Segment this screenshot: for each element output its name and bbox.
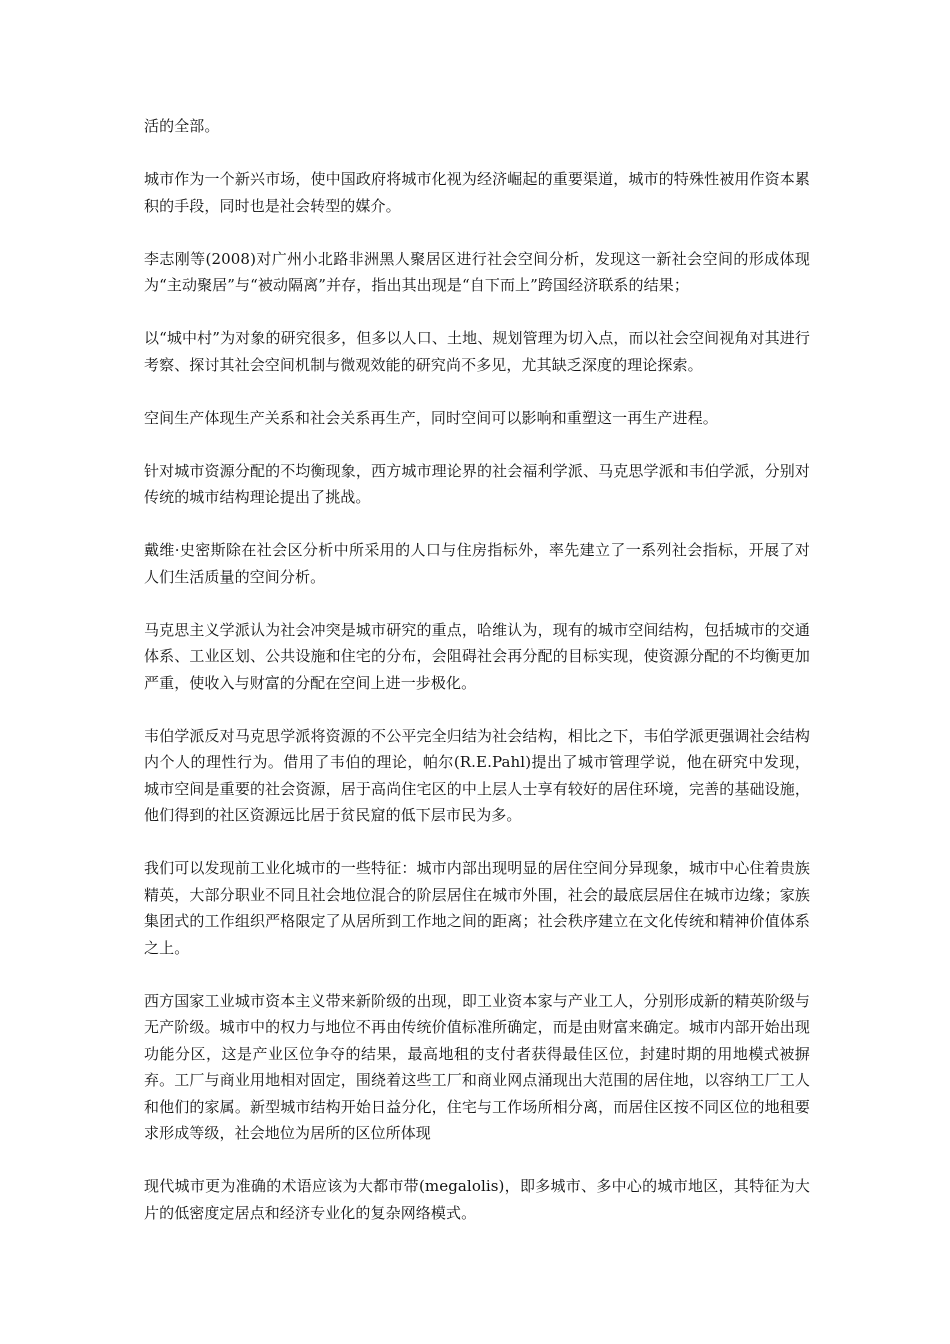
paragraph-1: 活的全部。: [144, 117, 220, 135]
paragraph-12: 现代城市更为准确的术语应该为大都市带(megalolis)，即多城市、多中心的城市地区，其特征为大片的低密度定居点和经济专业化的复杂网络模式。: [144, 1177, 810, 1222]
paragraph-7: 戴维·史密斯除在社会区分析中所采用的人口与住房指标外，率先建立了一系列社会指标，开展了对人们生活质量的空间分析。: [144, 541, 810, 586]
paragraph-8: 马克思主义学派认为社会冲突是城市研究的重点，哈维认为，现有的城市空间结构，包括城市的交通体系、工业区划、公共设施和住宅的分布，会阻碍社会再分配的目标实现，使资源分配的不均衡更加严重，使收入与财富的分配在空间上进一步极化。: [144, 620, 810, 692]
paragraph-10: 我们可以发现前工业化城市的一些特征：城市内部出现明显的居住空间分异现象，城市中心住着贵族精英，大部分职业不同且社会地位混合的阶层居住在城市外围，社会的最底层居住在城市边缘；家族集团式的工作组织严格限定了从居所到工作地之间的距离；社会秩序建立在文化传统和精神价值体系之上。: [144, 859, 810, 957]
document-page: [144, 113, 810, 1253]
paragraph-3: 李志刚等(2008)对广州小北路非洲黑人聚居区进行社会空间分析，发现这一新社会空间的形成体现为“主动聚居”与“被动隔离”并存，指出其出现是“自下而上”跨国经济联系的结果；: [144, 249, 810, 294]
paragraph-2: 城市作为一个新兴市场，使中国政府将城市化视为经济崛起的重要渠道，城市的特殊性被用作资本累积的手段，同时也是社会转型的媒介。: [144, 170, 810, 215]
paragraph-4: 以“城中村”为对象的研究很多，但多以人口、土地、规划管理为切入点，而以社会空间视角对其进行考察、探讨其社会空间机制与微观效能的研究尚不多见，尤其缺乏深度的理论探索。: [144, 329, 810, 374]
paragraph-11: 西方国家工业城市资本主义带来新阶级的出现，即工业资本家与产业工人，分别形成新的精英阶级与无产阶级。城市中的权力与地位不再由传统价值标准所确定，而是由财富来确定。城市内部开始出现功能分区，这是产业区位争夺的结果，最高地租的支付者获得最佳区位，封建时期的用地模式被摒弃。工厂与商业用地相对固定，围绕着这些工厂和商业网点涌现出大范围的居住地，以容纳工厂工人和他们的家属。新型城市结构开始日益分化，住宅与工作场所相分离，而居住区按不同区位的地租要求形成等级，社会地位为居所的区位所体现: [144, 991, 810, 1142]
paragraph-9: 韦伯学派反对马克思学派将资源的不公平完全归结为社会结构，相比之下，韦伯学派更强调社会结构内个人的理性行为。借用了韦伯的理论，帕尔(R.E.Pahl)提出了城市管理学说，他在研究中发现，城市空间是重要的社会资源，居于高尚住宅区的中上层人士享有较好的居住环境，完善的基础设施，他们得到的社区资源远比居于贫民窟的低下层市民为多。: [144, 726, 810, 824]
paragraph-5: 空间生产体现生产关系和社会关系再生产，同时空间可以影响和重塑这一再生产进程。: [144, 408, 718, 427]
paragraph-6: 针对城市资源分配的不均衡现象，西方城市理论界的社会福利学派、马克思学派和韦伯学派，分别对传统的城市结构理论提出了挑战。: [144, 461, 810, 506]
